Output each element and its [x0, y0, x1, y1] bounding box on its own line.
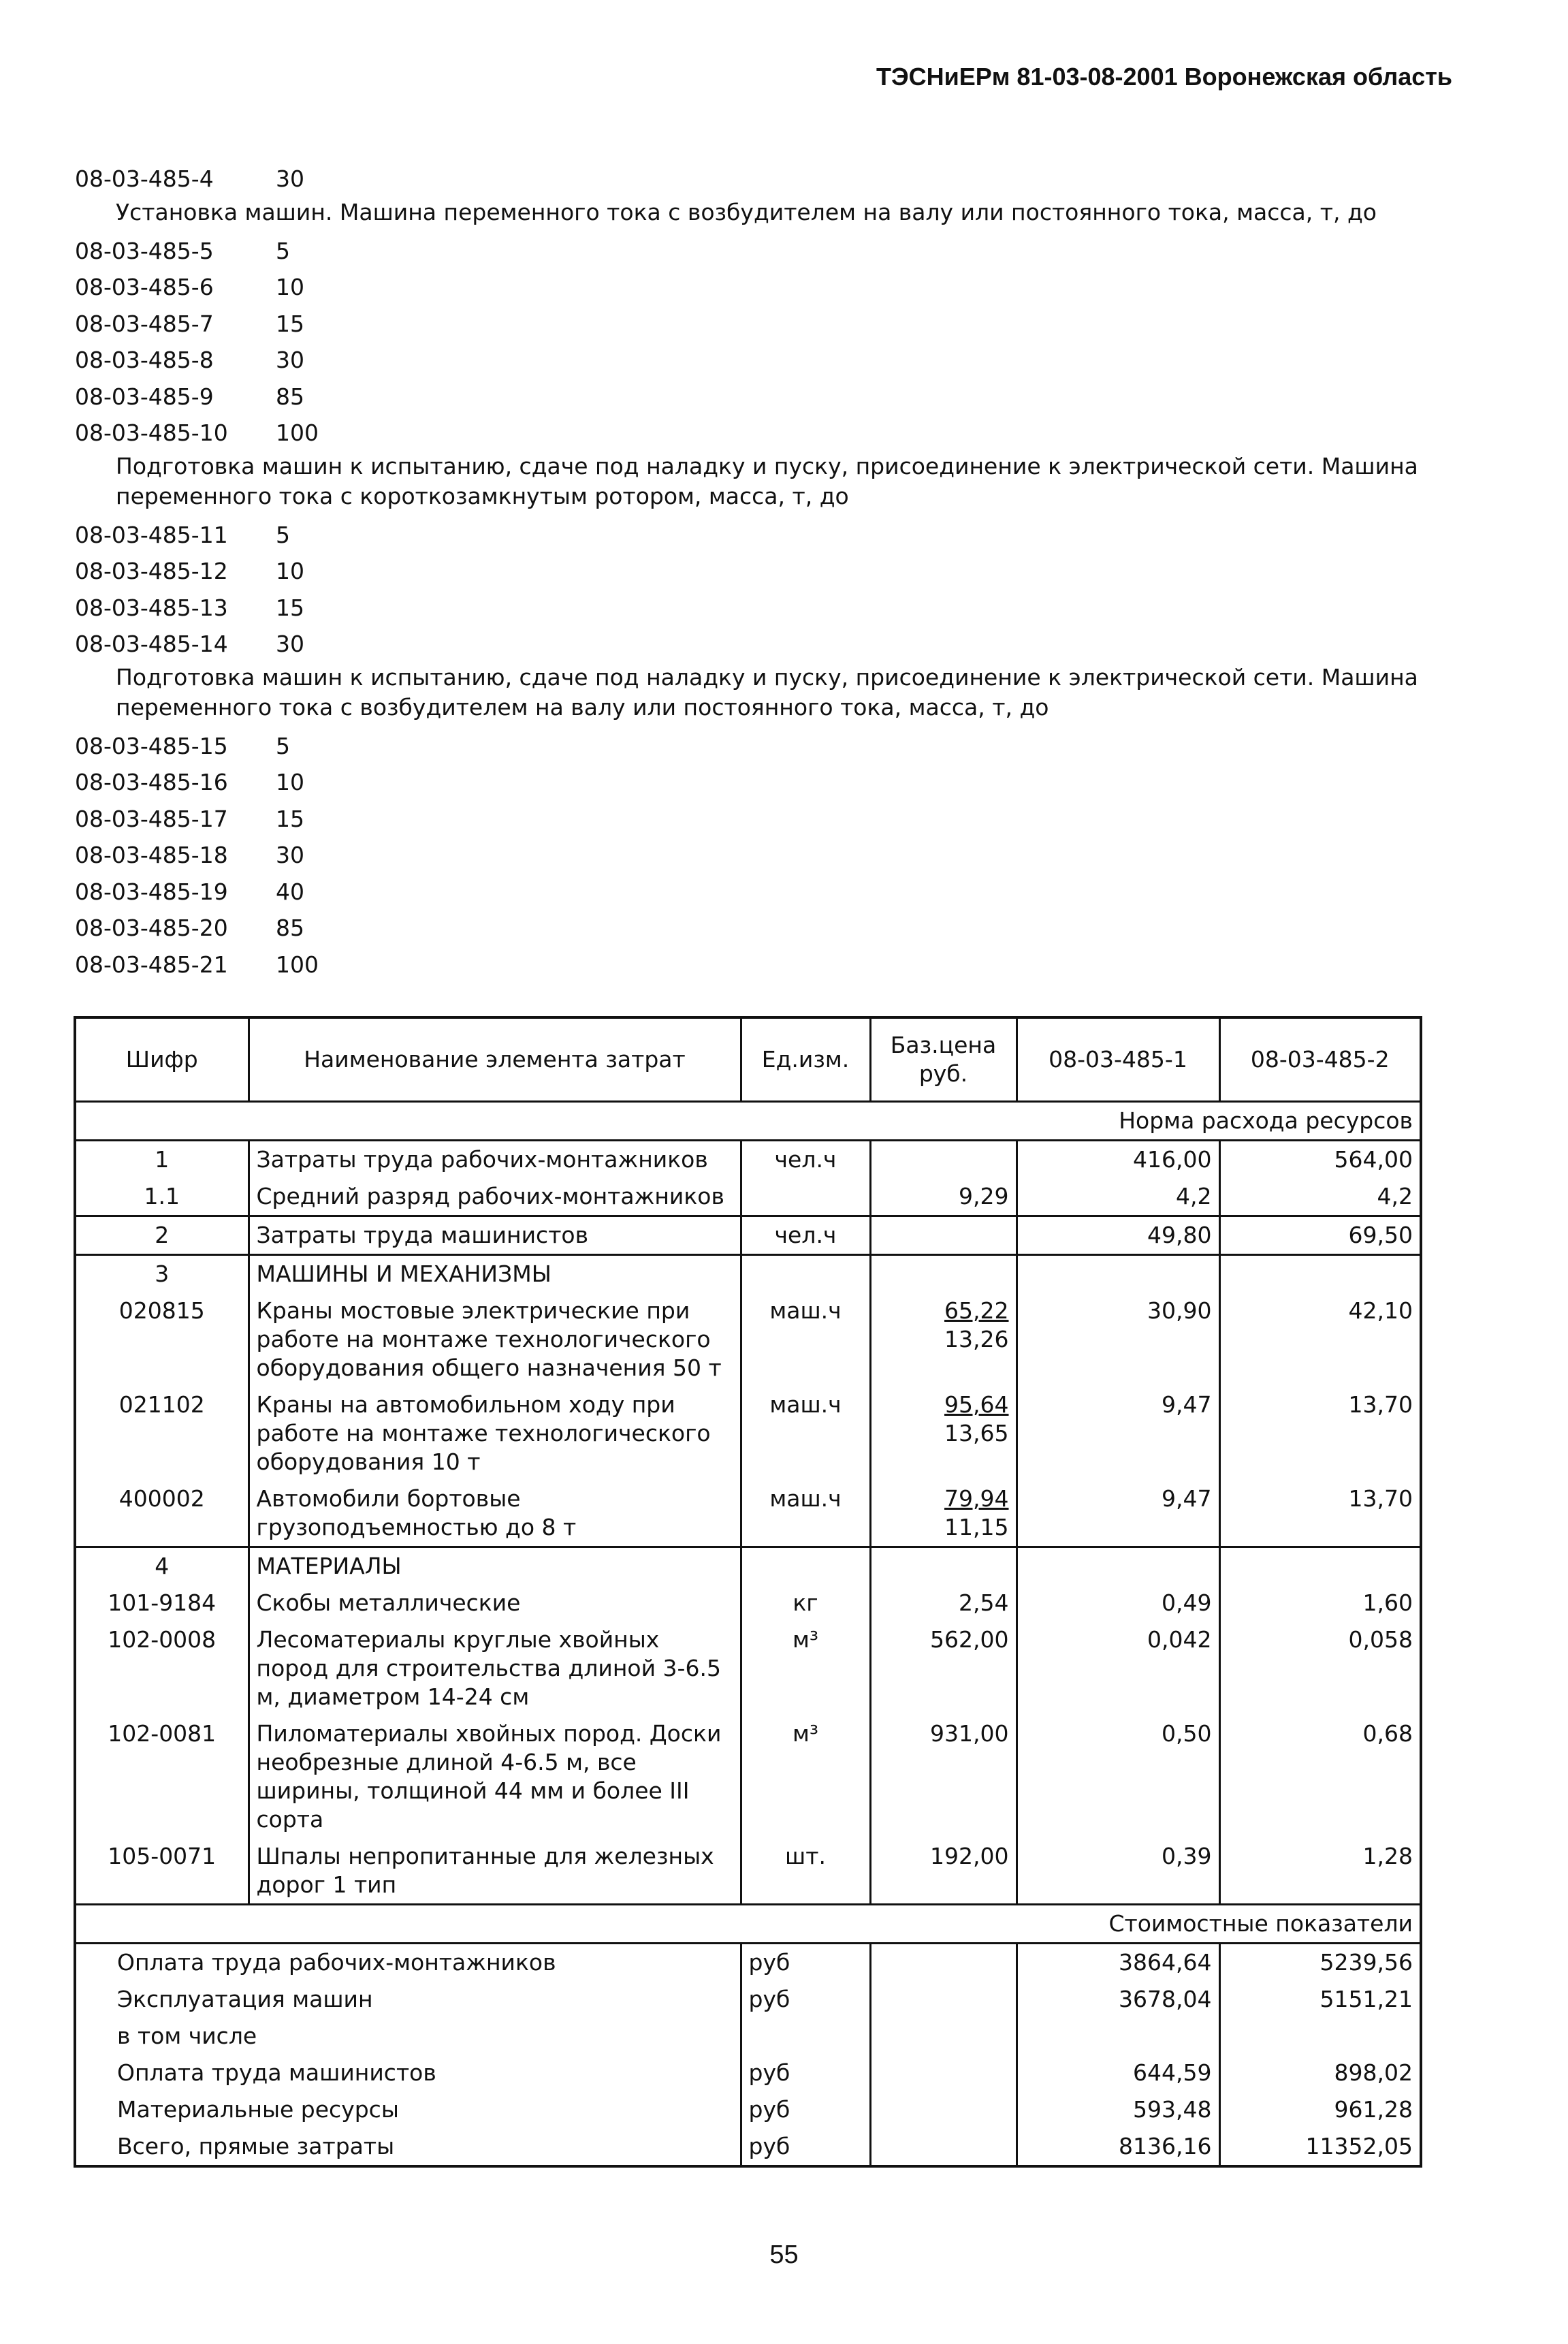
row-value-1: 0,042 — [1017, 1621, 1219, 1715]
row-unit: маш.ч — [741, 1293, 870, 1387]
code-row — [75, 306, 1450, 343]
row-value-2: 13,70 — [1219, 1387, 1421, 1480]
total-value-2: 11352,05 — [1219, 2128, 1421, 2166]
total-row — [75, 2128, 1421, 2166]
row-unit: чел.ч — [741, 1216, 870, 1255]
item-value: 15 — [276, 805, 304, 832]
row-name: Краны мостовые электрические при работе на монтаже технологического оборудования общего назначения 50 т — [249, 1293, 741, 1387]
row-value-2: 4,2 — [1219, 1178, 1421, 1216]
row-name: МАТЕРИАЛЫ — [249, 1547, 741, 1585]
row-value-1: 9,47 — [1017, 1387, 1219, 1480]
code-row — [75, 626, 1450, 663]
row-value-1 — [1017, 1547, 1219, 1585]
row-price — [870, 1141, 1017, 1179]
row-price — [870, 1178, 1017, 1216]
row-code: 102-0008 — [75, 1621, 249, 1715]
table-row — [75, 1293, 1421, 1387]
price-value: 192,00 — [930, 1843, 1009, 1869]
row-name: Лесоматериалы круглые хвойных пород для строительства длиной 3-6.5 м, диаметром 14-24 см — [249, 1621, 741, 1715]
item-code: 08-03-485-20 — [75, 915, 228, 942]
row-value-1: 4,2 — [1017, 1178, 1219, 1216]
row-value-2: 1,60 — [1219, 1585, 1421, 1621]
total-row — [75, 2091, 1421, 2128]
total-row — [75, 2018, 1421, 2055]
item-value: 100 — [276, 419, 319, 447]
price-value: 931,00 — [930, 1720, 1009, 1747]
total-name: Оплата труда машинистов — [75, 2055, 741, 2091]
row-value-2 — [1219, 1547, 1421, 1585]
row-value-2: 1,28 — [1219, 1838, 1421, 1905]
total-name: Всего, прямые затраты — [75, 2128, 741, 2166]
item-value: 30 — [276, 842, 304, 869]
row-price — [870, 1715, 1017, 1838]
row-value-2: 0,68 — [1219, 1715, 1421, 1838]
item-value: 5 — [276, 521, 290, 548]
table-row — [75, 1141, 1421, 1179]
row-price — [870, 1838, 1017, 1905]
row-value-2: 13,70 — [1219, 1480, 1421, 1547]
row-code: 2 — [75, 1216, 249, 1255]
cost-label: Стоимостные показатели — [75, 1905, 1421, 1944]
total-value-2: 898,02 — [1219, 2055, 1421, 2091]
row-unit — [741, 1547, 870, 1585]
row-value-2: 69,50 — [1219, 1216, 1421, 1255]
price-value: 65,22 — [944, 1297, 1009, 1324]
item-value: 85 — [276, 383, 304, 410]
code-row — [75, 269, 1450, 306]
cost-label-row — [75, 1905, 1421, 1944]
row-value-1 — [1017, 1255, 1219, 1293]
row-value-1: 9,47 — [1017, 1480, 1219, 1547]
total-row — [75, 2055, 1421, 2091]
norm-label-row — [75, 1102, 1421, 1141]
item-code: 08-03-485-5 — [75, 237, 214, 264]
price-value: 9,29 — [959, 1183, 1009, 1209]
row-name: Пиломатериалы хвойных пород. Доски необрезные длиной 4-6.5 м, все ширины, толщиной 44 мм и более III сорта — [249, 1715, 741, 1838]
total-row — [75, 1944, 1421, 1982]
table-row — [75, 1585, 1421, 1621]
row-price — [870, 1255, 1017, 1293]
row-unit — [741, 1178, 870, 1216]
item-code: 08-03-485-18 — [75, 842, 228, 869]
row-value-1: 49,80 — [1017, 1216, 1219, 1255]
table-row — [75, 1621, 1421, 1715]
row-value-1: 0,39 — [1017, 1838, 1219, 1905]
item-code: 08-03-485-10 — [75, 419, 228, 447]
row-value-2: 564,00 — [1219, 1141, 1421, 1179]
code-row — [75, 874, 1450, 910]
item-code: 08-03-485-21 — [75, 951, 228, 978]
row-value-2: 0,058 — [1219, 1621, 1421, 1715]
header-code: Шифр — [75, 1017, 249, 1102]
total-name: Эксплуатация машин — [75, 1981, 741, 2018]
total-value-1 — [1017, 2018, 1219, 2055]
row-price — [870, 1216, 1017, 1255]
code-row — [75, 947, 1450, 983]
row-price — [870, 1293, 1017, 1387]
row-value-1: 416,00 — [1017, 1141, 1219, 1179]
row-code: 101-9184 — [75, 1585, 249, 1621]
item-value: 100 — [276, 951, 319, 978]
header-col1: 08-03-485-1 — [1017, 1017, 1219, 1102]
row-code: 102-0081 — [75, 1715, 249, 1838]
row-unit: маш.ч — [741, 1480, 870, 1547]
price-salary: 13,65 — [944, 1420, 1009, 1446]
total-value-2: 961,28 — [1219, 2091, 1421, 2128]
row-code: 400002 — [75, 1480, 249, 1547]
total-value-1: 3864,64 — [1017, 1944, 1219, 1982]
total-unit: руб — [741, 2055, 870, 2091]
item-value: 40 — [276, 878, 304, 905]
item-value: 5 — [276, 732, 290, 759]
total-value-1: 3678,04 — [1017, 1981, 1219, 2018]
row-code: 4 — [75, 1547, 249, 1585]
price-salary: 11,15 — [944, 1514, 1009, 1540]
item-value: 10 — [276, 558, 304, 585]
norm-label: Норма расхода ресурсов — [75, 1102, 1421, 1141]
item-value: 10 — [276, 769, 304, 796]
row-name: Автомобили бортовые грузоподъемностью до 8 т — [249, 1480, 741, 1547]
row-value-2 — [1219, 1255, 1421, 1293]
code-row — [75, 161, 1450, 197]
price-value: 562,00 — [930, 1626, 1009, 1653]
row-name: Затраты труда машинистов — [249, 1216, 741, 1255]
group-description: Подготовка машин к испытанию, сдаче под наладку и пуску, присоединение к электрической сети. Машина переменного тока с возбудителем на валу или постоянного тока, масса, т, до — [116, 663, 1418, 720]
row-unit: чел.ч — [741, 1141, 870, 1179]
item-code: 08-03-485-4 — [75, 165, 214, 193]
table-row — [75, 1178, 1421, 1216]
row-code: 020815 — [75, 1293, 249, 1387]
code-row — [75, 553, 1450, 590]
total-empty — [870, 2055, 1017, 2091]
header-col2: 08-03-485-2 — [1219, 1017, 1421, 1102]
code-row — [75, 233, 1450, 270]
item-value: 15 — [276, 310, 304, 337]
code-row — [75, 910, 1450, 947]
row-code: 1.1 — [75, 1178, 249, 1216]
item-code: 08-03-485-15 — [75, 732, 228, 759]
group-description: Установка машин. Машина переменного тока с возбудителем на валу или постоянного тока, масса, т, до — [116, 198, 1377, 225]
item-code: 08-03-485-19 — [75, 878, 228, 905]
total-name: Материальные ресурсы — [75, 2091, 741, 2128]
row-price — [870, 1480, 1017, 1547]
item-code: 08-03-485-7 — [75, 310, 214, 337]
item-value: 5 — [276, 237, 290, 264]
table-row — [75, 1547, 1421, 1585]
total-empty — [870, 2128, 1017, 2166]
total-unit: руб — [741, 1944, 870, 1982]
row-name: Краны на автомобильном ходу при работе на монтаже технологического оборудования 10 т — [249, 1387, 741, 1480]
row-unit: м³ — [741, 1621, 870, 1715]
item-code: 08-03-485-9 — [75, 383, 214, 410]
group-description: Подготовка машин к испытанию, сдаче под наладку и пуску, присоединение к электрической сети. Машина переменного тока с короткозамкнутым ротором, масса, т, до — [116, 452, 1418, 509]
total-unit: руб — [741, 2091, 870, 2128]
total-name: Оплата труда рабочих-монтажников — [75, 1944, 741, 1982]
total-value-2 — [1219, 2018, 1421, 2055]
row-code: 1 — [75, 1141, 249, 1179]
code-row — [75, 379, 1450, 415]
item-code: 08-03-485-8 — [75, 347, 214, 374]
code-row — [75, 415, 1450, 452]
header-unit: Ед.изм. — [741, 1017, 870, 1102]
page-header: ТЭСНиЕРм 81-03-08-2001 Воронежская область — [876, 63, 1452, 91]
row-code: 105-0071 — [75, 1838, 249, 1905]
table-row — [75, 1480, 1421, 1547]
total-empty — [870, 1981, 1017, 2018]
row-unit: шт. — [741, 1838, 870, 1905]
row-unit — [741, 1255, 870, 1293]
total-value-1: 644,59 — [1017, 2055, 1219, 2091]
total-unit: руб — [741, 1981, 870, 2018]
total-empty — [870, 1944, 1017, 1982]
item-value: 10 — [276, 274, 304, 301]
item-code: 08-03-485-16 — [75, 769, 228, 796]
total-row — [75, 1981, 1421, 2018]
total-value-2: 5239,56 — [1219, 1944, 1421, 1982]
item-code: 08-03-485-6 — [75, 274, 214, 301]
row-unit: маш.ч — [741, 1387, 870, 1480]
row-code: 021102 — [75, 1387, 249, 1480]
item-code: 08-03-485-13 — [75, 594, 228, 621]
row-name: Затраты труда рабочих-монтажников — [249, 1141, 741, 1179]
item-code: 08-03-485-11 — [75, 521, 228, 548]
table-row — [75, 1255, 1421, 1293]
row-name: Скобы металлические — [249, 1585, 741, 1621]
header-price: Баз.цена руб. — [870, 1017, 1017, 1102]
header-name: Наименование элемента затрат — [249, 1017, 741, 1102]
row-name: Средний разряд рабочих-монтажников — [249, 1178, 741, 1216]
resource-table — [74, 1016, 1422, 2168]
code-row — [75, 801, 1450, 838]
price-value: 79,94 — [944, 1485, 1009, 1512]
row-value-1: 30,90 — [1017, 1293, 1219, 1387]
table-row — [75, 1387, 1421, 1480]
code-list — [75, 161, 1450, 983]
item-value: 30 — [276, 631, 304, 658]
item-code: 08-03-485-17 — [75, 805, 228, 832]
total-empty — [870, 2091, 1017, 2128]
table-header-row — [75, 1017, 1421, 1102]
total-unit: руб — [741, 2128, 870, 2166]
table-row — [75, 1216, 1421, 1255]
total-value-1: 593,48 — [1017, 2091, 1219, 2128]
code-row — [75, 342, 1450, 379]
item-value: 15 — [276, 594, 304, 621]
table-row — [75, 1715, 1421, 1838]
total-unit — [741, 2018, 870, 2055]
price-value: 2,54 — [959, 1589, 1009, 1616]
row-value-1: 0,50 — [1017, 1715, 1219, 1838]
item-code: 08-03-485-12 — [75, 558, 228, 585]
total-value-1: 8136,16 — [1017, 2128, 1219, 2166]
item-value: 30 — [276, 347, 304, 374]
item-value: 85 — [276, 915, 304, 942]
total-name: в том числе — [75, 2018, 741, 2055]
code-row — [75, 590, 1450, 627]
price-salary: 13,26 — [944, 1326, 1009, 1352]
row-name: МАШИНЫ И МЕХАНИЗМЫ — [249, 1255, 741, 1293]
page-number: 55 — [769, 2240, 799, 2269]
total-empty — [870, 2018, 1017, 2055]
code-row — [75, 517, 1450, 554]
row-unit: кг — [741, 1585, 870, 1621]
code-row — [75, 837, 1450, 874]
row-price — [870, 1585, 1017, 1621]
row-price — [870, 1621, 1017, 1715]
item-value: 30 — [276, 165, 304, 193]
table-row — [75, 1838, 1421, 1905]
code-row — [75, 764, 1450, 801]
row-price — [870, 1547, 1017, 1585]
row-price — [870, 1387, 1017, 1480]
row-code: 3 — [75, 1255, 249, 1293]
row-name: Шпалы непропитанные для железных дорог 1 тип — [249, 1838, 741, 1905]
row-value-2: 42,10 — [1219, 1293, 1421, 1387]
price-value: 95,64 — [944, 1391, 1009, 1418]
row-value-1: 0,49 — [1017, 1585, 1219, 1621]
code-row — [75, 728, 1450, 765]
total-value-2: 5151,21 — [1219, 1981, 1421, 2018]
item-code: 08-03-485-14 — [75, 631, 228, 658]
row-unit: м³ — [741, 1715, 870, 1838]
